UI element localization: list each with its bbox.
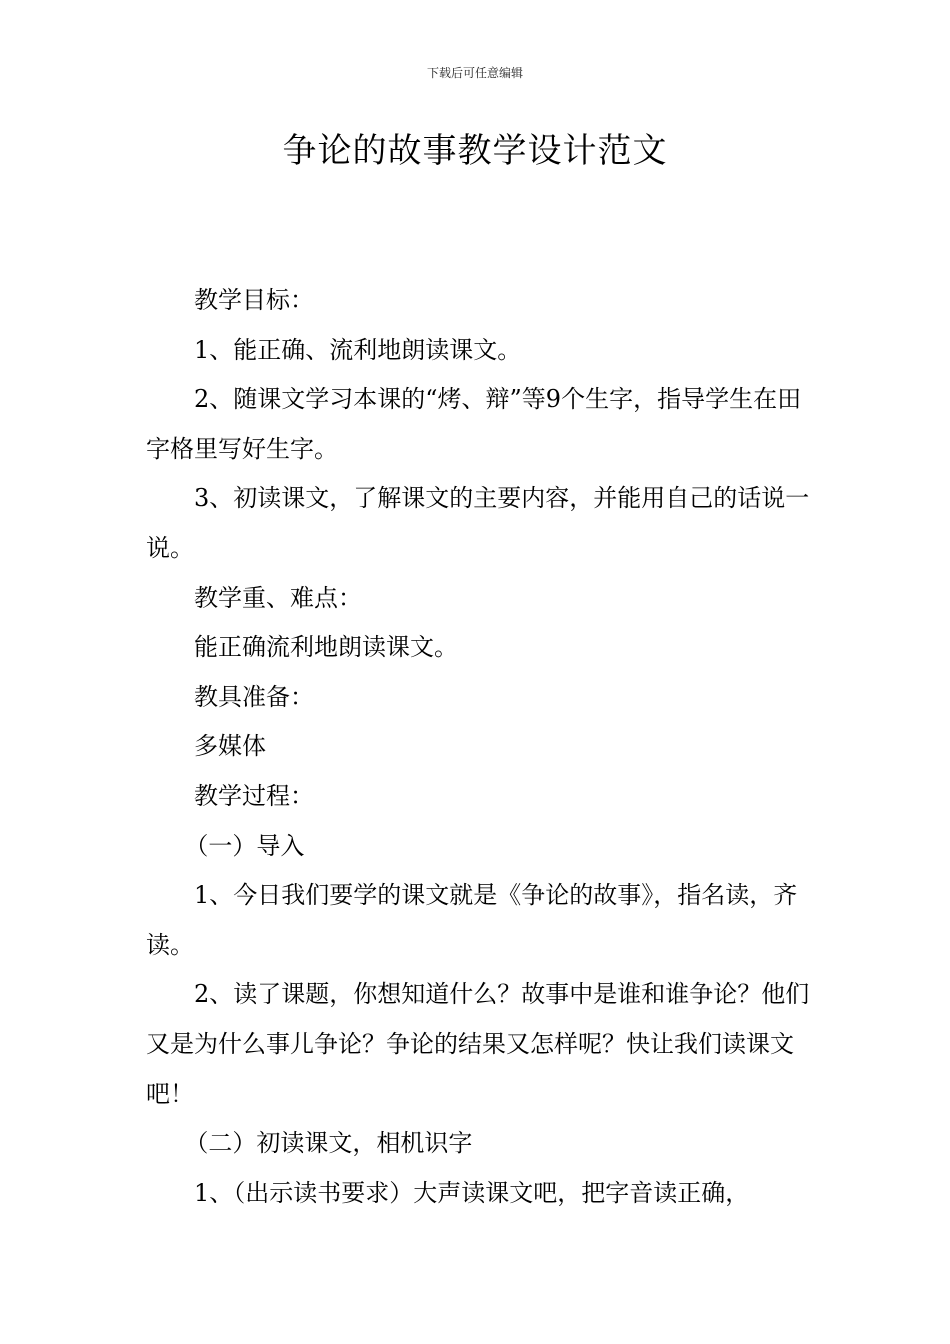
paragraph-goal-1: 1、能正确、流利地朗读课文。 — [194, 335, 522, 364]
document-title: 争论的故事教学设计范文 — [282, 131, 668, 171]
paragraph-materials: 多媒体 — [194, 732, 266, 761]
document-body — [146, 276, 814, 1218]
paragraph-first-reading-1: 1、（出示读书要求）大声读课文吧，把字音读正确， — [194, 1178, 750, 1207]
paragraph-intro-1: 1、今日我们要学的课文就是《争论的故事》，指名读，齐读。 — [146, 881, 798, 959]
paragraph-materials-heading: 教具准备： — [194, 682, 314, 711]
paragraph-goal-2: 2、随课文学习本课的“烤、辩”等9个生字，指导学生在田字格里写好生字。 — [146, 385, 802, 463]
paragraph-intro-2: 2、读了课题，你想知道什么？故事中是谁和谁争论？他们又是为什么事儿争论？争论的结果又怎样呢？快让我们读课文吧！ — [146, 980, 810, 1108]
page-header-note: 下载后可任意编辑 — [426, 66, 523, 80]
paragraph-section-intro: （一）导入 — [184, 831, 305, 860]
paragraph-section-first-reading: （二）初读课文，相机识字 — [184, 1129, 473, 1158]
paragraph-teaching-goals-heading: 教学目标： — [194, 286, 314, 314]
paragraph-goal-3: 3、初读课文，了解课文的主要内容，并能用自己的话说一说。 — [146, 484, 810, 562]
paragraph-key-points-heading: 教学重、难点： — [194, 583, 362, 612]
paragraph-key-points: 能正确流利地朗读课文。 — [194, 633, 458, 662]
paragraph-process-heading: 教学过程： — [194, 781, 314, 810]
